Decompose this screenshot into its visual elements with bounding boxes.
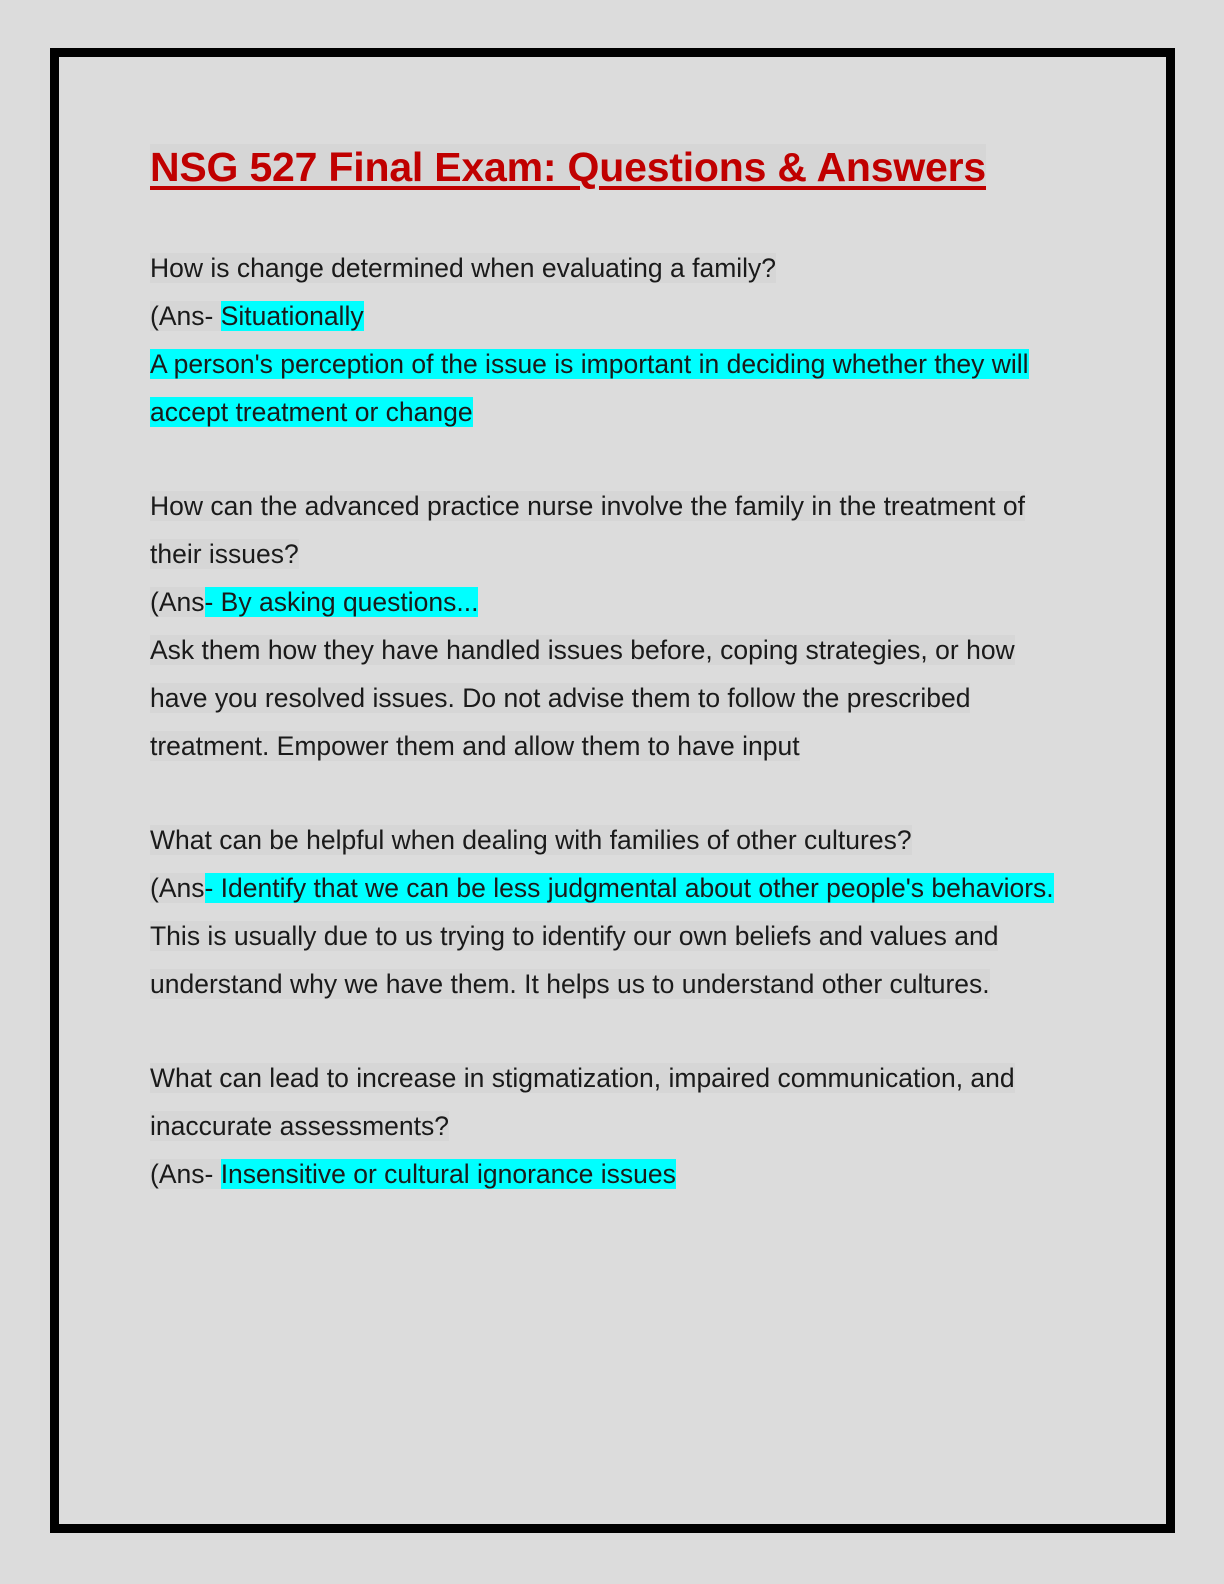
page-title	[150, 137, 1075, 198]
question-text: How can the advanced practice nurse involve the family in the treatment of their issues?	[150, 491, 1025, 569]
document-content	[150, 137, 1075, 1198]
answer-line	[150, 1150, 1075, 1198]
question-text: How is change determined when evaluating a family?	[150, 253, 777, 283]
page-title-text: NSG 527 Final Exam: Questions & Answers	[150, 144, 987, 190]
qa-block-3	[150, 816, 1075, 1008]
answer-line	[150, 864, 1075, 912]
answer-prefix: (Ans-	[150, 301, 221, 331]
answer-detail-plain	[150, 912, 1075, 1008]
question-line	[150, 816, 1075, 864]
answer-line	[150, 292, 1075, 340]
qa-block-2	[150, 482, 1075, 770]
qa-block-4	[150, 1054, 1075, 1198]
answer-detail-text: Ask them how they have handled issues before, coping strategies, or how have you resolved issues. Do not advise them to follow the prescribed treatment. Empower them and allow them to have input	[150, 635, 1015, 761]
answer-line	[150, 578, 1075, 626]
answer-prefix: (Ans	[150, 873, 205, 903]
answer-highlighted-text: Situationally	[220, 301, 364, 331]
question-text: What can lead to increase in stigmatization, impaired communication, and inaccurate assessments?	[150, 1063, 1015, 1141]
answer-prefix: (Ans-	[150, 1159, 221, 1189]
answer-highlighted-text: - Identify that we can be less judgmental about other people's behaviors.	[204, 873, 1054, 903]
answer-highlighted-text: - By asking questions...	[204, 587, 479, 617]
answer-detail-plain	[150, 626, 1075, 770]
answer-prefix: (Ans	[150, 587, 205, 617]
answer-detail-highlighted	[150, 340, 1075, 436]
question-line	[150, 244, 1075, 292]
answer-detail-text: A person's perception of the issue is important in deciding whether they will accept treatment or change	[150, 349, 1029, 427]
qa-block-1	[150, 244, 1075, 436]
answer-highlighted-text: Insensitive or cultural ignorance issues	[220, 1159, 676, 1189]
question-text: What can be helpful when dealing with families of other cultures?	[150, 825, 912, 855]
answer-detail-text: This is usually due to us trying to identify our own beliefs and values and understand why we have them. It helps us to understand other cultures.	[150, 921, 999, 999]
question-line	[150, 1054, 1075, 1150]
question-line	[150, 482, 1075, 578]
document-page	[50, 48, 1175, 1533]
